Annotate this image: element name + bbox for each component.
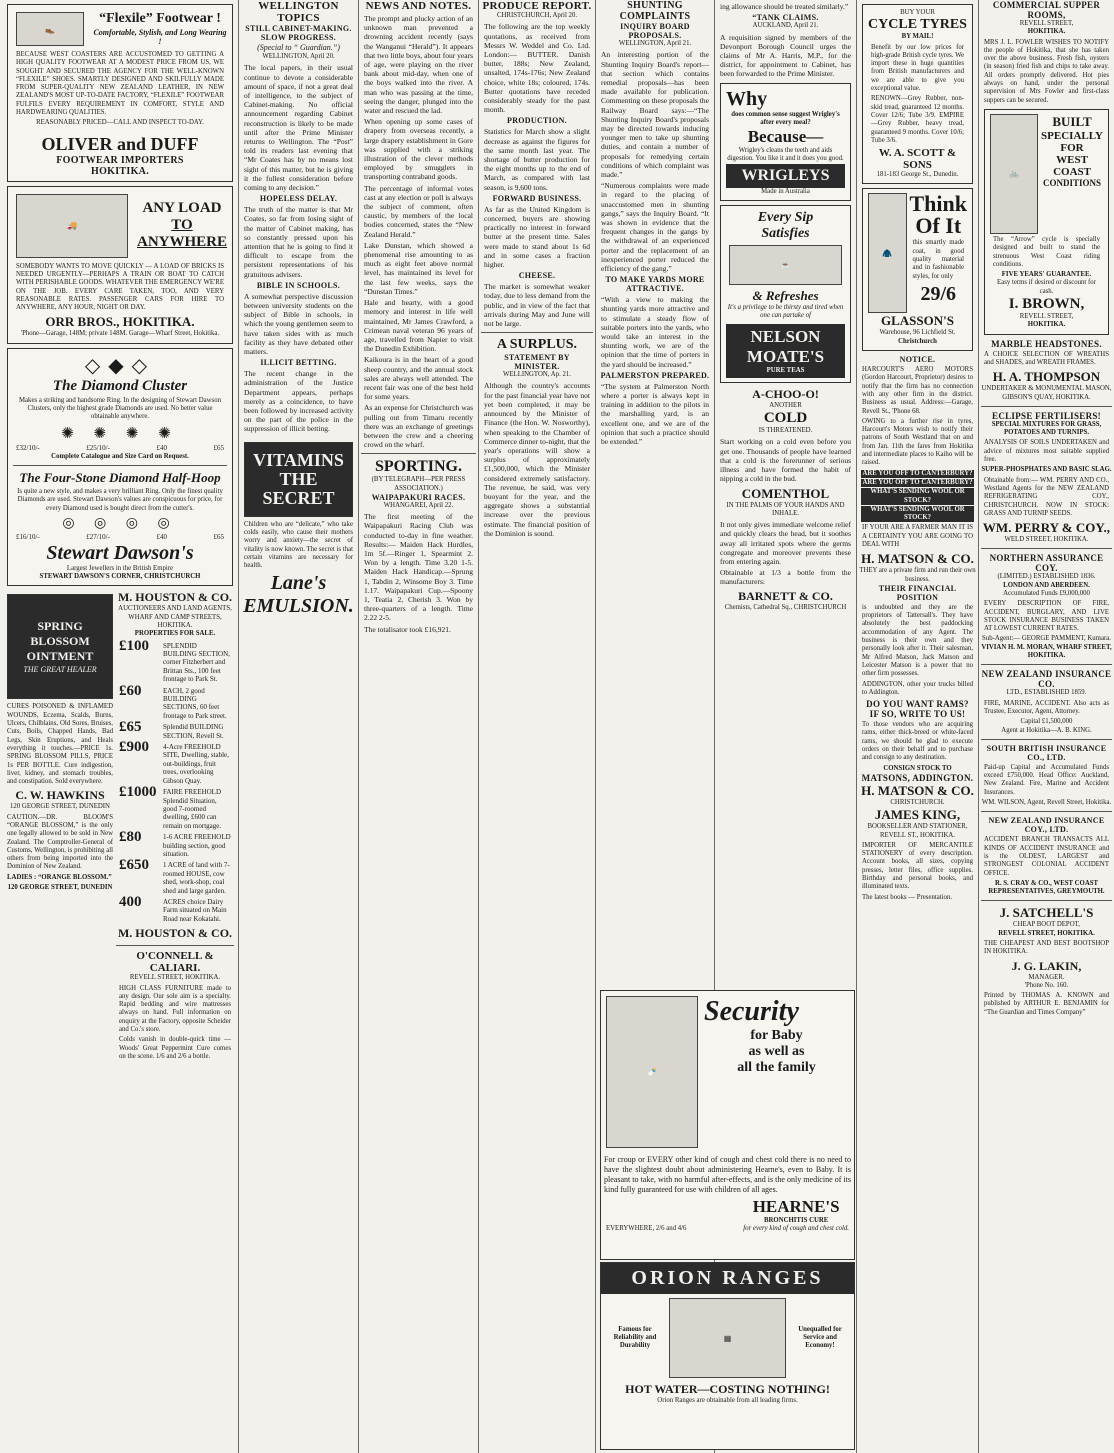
topics-body-3: A somewhat perspective discussion between university students on the subject of Bible in schools, in which the young gentlemen seem to have taken sides with as much facility as they have debated other matters. — [244, 291, 353, 356]
satchell-address: REVELL STREET, HOKITIKA. — [998, 929, 1095, 937]
shunting-body-2: “Numerous complaints were made in regard to the placing of unaccustomed men in shunting gangs,” says the Inquiry Board. “It was shown in evidence that the frequent changes in the gangs by the withdrawal of an experienced porter and the replacement of an inexperienced porter reduced the efficiency of the gang.” — [601, 181, 709, 273]
northern-body: EVERY DESCRIPTION OF FIRE, ACCIDENT, BURGLARY, AND LIVE STOCK INSURANCE BUSINESS TAKEN AT LOWEST CURRENT RATES. — [984, 600, 1109, 633]
oconnell-body: HIGH CLASS FURNITURE made to any design. Our sole aim is a specialty. Rapid bedding and wire mattresses always on hand. Full information on enquiry at the Factory, opposite Scheider and Co.'s store. — [119, 984, 231, 1033]
northern-title: NORTHERN ASSURANCE COY. — [989, 553, 1104, 574]
nelson-brand-1: NELSON — [750, 326, 821, 346]
flexile-title: “Flexile” Footwear ! — [99, 11, 221, 26]
british-body: Paid-up Capital and Accumulated Funds exceed £750,000. Head Office: Auckland, New Zealand. Fire, Marine and Accident Insurances. — [984, 763, 1109, 796]
brown-address: REVELL STREET, — [1019, 313, 1074, 321]
perry-address: WELD STREET, HOKITIKA. — [1004, 536, 1089, 544]
eclipse-sub: SPECIAL MIXTURES FOR GRASS, POTATOES AND TURNIPS. — [991, 420, 1102, 437]
coat-illustration: 🧥 — [868, 193, 907, 313]
tank-dateline: AUCKLAND, April 21. — [752, 22, 819, 30]
achoo-sub: ANOTHER — [769, 401, 802, 409]
canterbury-1: ARE YOU OFF TO CANTERBURY? — [862, 469, 973, 477]
hearnes-foot: for every kind of cough and chest cold. — [743, 1225, 849, 1233]
financial-body: is undoubted and they are the proprietors of Tattersall's. They have absolutely the best paddocking accommodation of any Agent. The business is their own and they personally look after it. Their salesman, Mr Alfred Matson, Jack Matson and Leicester Matson is a power that no other firm possesses. — [862, 603, 973, 678]
sporting-sub: (BY TELEGRAPH—PER PRESS ASSOCIATION.) — [371, 476, 466, 492]
spring-blossom-title: SPRING BLOSSOM OINTMENT — [26, 618, 94, 663]
nelson-head-1: Every Sip — [757, 210, 814, 225]
comenthol-sub: IN THE PALMS OF YOUR HANDS AND INHALE. — [726, 501, 845, 517]
sporting-body: The first meeting of the Waipapakuri Racing Club was conducted to-day in fine weather. Results:— Maiden Hack Hurdles, 1m 5f.—Ringer 1, Spearmint 2. Won by a length. Time 3.20 1-5. Maiden Hack Handicap.—Sprung 1, Tabdin 2, Winsome Boy 3. Time 1.17. Waipapakuri Cup.—Spoony 1, Teatia 2, Cherish 3. Won by three-quarters of a length. Time 2.22 2-5. — [364, 512, 473, 623]
load-title-1: ANY LOAD — [142, 200, 222, 217]
king-footer: The latest books — Presentation. — [862, 893, 953, 901]
notice-body: HARCOURT'S AERO MOTORS (Gordon Harcourt, Proprietor) desires to notify that the firm has no connection with any other firm in the district. Business as usual. Address:—Garage, Revell St., 'Phone 68. — [862, 366, 973, 415]
security-sub-3: all the family — [737, 1060, 816, 1075]
range-stove-illustration: ▦ — [669, 1298, 786, 1378]
surplus-dateline: WELLINGTON, Ap. 21. — [502, 371, 572, 379]
orion-caption: Orion Ranges are obtainable from all leading firms. — [657, 1397, 798, 1404]
notice-title: NOTICE. — [899, 355, 936, 365]
built-sub-3: WEST — [1056, 153, 1088, 166]
lanes-emulsion: Lane's EMULSION. — [243, 572, 354, 618]
diamond-prices: £32/10/- £25/10/- £40 £65 — [16, 443, 224, 452]
write-title: IF SO, WRITE TO US! — [869, 709, 966, 720]
king-body: IMPORTER OF MERCANTILE STATIONERY of every description. Account books, all sizes, copying presses, letter files, office supplies. Birthday and personal books, and illuminated texts. — [862, 841, 973, 891]
fowler-body: MRS J. L. FOWLER WISHES TO NOTIFY the people of Hokitika, that she has taken over the above business. Fresh fish, oysters (in season) fried fish and chips to take away. All orders promptly delivered. Hot pies always on hand, under the personal supervision of Mrs Fowler and first-class suppers can be secured. — [984, 38, 1109, 104]
property-listing: £80 1-6 ACRE FREEHOLD building section, good situation. — [119, 829, 231, 858]
glasson-address: Warehouse, 96 Lichfield St. — [879, 329, 956, 337]
column-wellington-topics — [241, 0, 356, 1453]
column-news-notes — [361, 0, 476, 1453]
printed-by: Printed by THOMAS A. KNOWN and published by ARTHUR E. BENJAMIN for “The Guardian and Times Company” — [984, 992, 1109, 1016]
arrow-cycle-ad — [984, 109, 1109, 335]
hearnes-bottle-illustration: 🍼 — [606, 996, 698, 1148]
northern-agent: Sub-Agent:— GEORGE PAMMENT, Kumara. — [982, 635, 1111, 643]
vitamins-body: Children who are “delicate,” who take colds easily, who cause their mothers worry and anxiety—the secret of vitality is now known. The secret is that certain vitamins are necessary for health. — [244, 520, 353, 570]
eclipse-body: ANALYSIS OF SOILS UNDERTAKEN and advice of mixtures most suitable supplied free. — [984, 439, 1109, 464]
shunting-title: SHUNTING COMPLAINTS — [619, 0, 691, 22]
cycle-buy: BUY YOUR — [900, 9, 935, 16]
column-far-right — [981, 0, 1112, 1453]
barnett-name: BARNETT & CO. — [738, 588, 833, 603]
northern-city: LONDON AND ABERDEEN. — [1003, 581, 1090, 589]
think-title: Think Of It — [909, 191, 967, 239]
nzins-title: NEW ZEALAND INSURANCE CO. — [981, 669, 1112, 690]
nelson-body: It's a privilege to be thirsty and tired when one can partake of — [727, 304, 844, 320]
news-body-3: The percentage of informal votes cast at any election or poll is always the subject of comment, often caustic, by members of the local bodies concerned, states the “New Zealand Herald.” — [364, 183, 473, 239]
matson-body: THEY are a private firm and run their own business. — [859, 567, 976, 583]
wool-1: WHAT'S SENDING WOOL OR STOCK? — [861, 488, 974, 505]
topics-dateline: WELLINGTON, April 20. — [262, 53, 335, 60]
nzins-sub: LTD., ESTABLISHED 1859. — [1006, 689, 1087, 697]
produce-dateline: CHRISTCHURCH, April 20. — [496, 12, 578, 19]
supper-title: COMMERCIAL SUPPER ROOMS, — [992, 0, 1101, 20]
produce-body-4: The market is somewhat weaker today, due to less demand from the public, and in view of the fact that arrivals during May and June will not be large. — [484, 282, 590, 328]
stewart-dawson-sub: Largest Jewellers in the British Empire — [66, 564, 174, 572]
produce-sub-2: FORWARD BUSINESS. — [492, 193, 582, 203]
wrigley-question: does common sense suggest Wrigley's after every meal? — [731, 110, 840, 126]
stewart-dawson-name: Stewart Dawson's — [46, 541, 194, 564]
hawkins-address: 120 GEORGE STREET, DUNEDIN — [10, 803, 110, 811]
houston-heading: PROPERTIES FOR SALE. — [134, 630, 216, 638]
hawkins-name: C. W. HAWKINS — [15, 788, 105, 803]
load-title-2: TO ANYWHERE — [136, 217, 227, 251]
addington-body: ADDINGTON, other your trucks billed to Addington. — [862, 680, 973, 696]
thompson-name: H. A. THOMPSON — [992, 369, 1101, 385]
hawkins-footer: 120 GEORGE STREET, DUNEDIN — [7, 884, 113, 892]
perry-name: WM. PERRY & COY., — [982, 520, 1111, 536]
allowance-text: ing allowance should be treated similarly.” — [720, 2, 849, 11]
nzins2-agent: R. S. CRAY & CO., WEST COAST REPRESENTATIVES, GREYMOUTH. — [988, 879, 1105, 896]
topics-sub5: ILLICIT BETTING. — [260, 358, 337, 368]
orion-title: ORION RANGES — [601, 1263, 854, 1294]
oliver-duff-trade: FOOTWEAR IMPORTERS — [56, 154, 184, 166]
brown-name: I. BROWN, — [1008, 296, 1085, 313]
property-listing: £1000 FAIRE FREEHOLD Splendid Situation, good 7-roomed dwelling, £600 can remain on mortgage. — [119, 784, 222, 830]
wrigley-because: Because— — [747, 127, 824, 147]
cyclist-illustration: 🚲 — [990, 114, 1038, 234]
eclipse-title: ECLIPSE FERTILISERS! — [992, 410, 1101, 421]
financial-title: THEIR FINANCIAL POSITION — [878, 583, 957, 602]
cycle-by-mail: BY MAIL! — [901, 33, 934, 41]
northern-funds: Accumulated Funds £9,000,000 — [1003, 589, 1090, 597]
flexile-body: BECAUSE WEST COASTERS ARE ACCUSTOMED TO GETTING A HIGH QUALITY FOOTWEAR AT A MODEST PRICE FROM US, WE SOUGHT AND SECURED THE AGENCY FOR THE WELL-KNOWN “FLEXILE” SHOES. SMARTLY DESIGNED AND SKILFULLY MADE FROM SUPER-QUALITY NEW ZEALAND LEATHER, IN NEW ZEALAND'S MOST UP-TO-DATE FACTORY, “FLEXILE” FOOTWEAR FULFILS EVERY REQUIREMENT IN COMFORT, STYLE AND HARDWEARING QUALITIES. — [16, 51, 224, 117]
yards-title: TO MAKE YARDS MORE ATTRACTIVE. — [605, 275, 705, 294]
tank-title: “TANK CLAIMS. — [752, 13, 819, 23]
comenthol-price: Obtainable at 1/3 a bottle from the manufacturers: — [720, 568, 851, 587]
column-right-ads — [859, 0, 976, 1453]
produce-body-1: The following are the top weekly quotations, as received from Messrs W. Weddel and Co. Ltd. London:— BUTTER. Danish butter, 188s; New Zealand, unsalted, 174s-176s; New Zealand choice, white 18s; coloured, 174s. Butter quotations have receded considerably steady for the past month. — [484, 22, 590, 115]
tank-body: A requisition signed by members of the Devonport Borough Council urges the claims of Mr A. Harris, M.P., for the district, for appointment to Cabinet, has been forwarded to the Prime Minister. — [720, 32, 851, 79]
owing-body: OWING to a further rise in tyres, Harcourt's Motors wish to notify their patrons of South Westland that on and from Jan. 11th the fares from Hokitika and intermediate places to Kaiho will be raised. — [862, 417, 973, 467]
consign-stock: CONSIGN STOCK TO — [883, 764, 952, 772]
shoe-illustration: 👞 — [16, 12, 84, 46]
half-hoop-prices: £16/10/- £27/10/- £40 £65 — [16, 532, 224, 541]
comenthol-title: COMENTHOL — [741, 485, 830, 501]
british-agent: WM. WILSON, Agent, Revell Street, Hokitika. — [981, 799, 1112, 807]
lakin-name: J. G. LAKIN, — [1011, 958, 1082, 973]
wrigley-brand: WRIGLEYS — [726, 164, 845, 188]
hearnes-ad — [600, 990, 855, 1260]
produce-sub-3: CHEESE. — [518, 271, 556, 281]
produce-body-3: As far as the United Kingdom is concerned, buyers are showing practically no interest in forward butter at the present time. Sales were made to stand about 1s 6d and in some cases a fraction higher. — [484, 204, 590, 269]
marble-body: A CHOICE SELECTION OF WREATHS and SHADES, and WREATH FRAMES. — [984, 350, 1109, 366]
topics-sub4: BIBLE IN SCHOOLS. — [256, 280, 341, 290]
orr-bros-ad — [7, 186, 233, 344]
nzins-body: FIRE, MARINE, ACCIDENT. Also acts as Trustee, Executor, Agent, Attorney. — [984, 699, 1109, 715]
property-listing: £65 Splendid BUILDING SECTION, Revell St. — [119, 719, 224, 740]
property-listing: £60 EACH, 2 good BUILDING SECTIONS, 60 feet frontage to Park street. — [119, 682, 227, 720]
catalogue-note: Complete Catalogue and Size Card on Request. — [51, 452, 189, 460]
nzins2-title: NEW ZEALAND INSURANCE COY., LTD. — [988, 816, 1105, 835]
property-listing: 400 ACRES choice Dairy Farm situated on Main Road near Kokatahi. — [119, 893, 227, 923]
achoo-title: A-CHOO-O! — [752, 386, 819, 401]
ladies-heading: LADIES : “ORANGE BLOSSOM.” — [7, 873, 112, 881]
half-hoop-title: The Four-Stone Diamond Half-Hoop — [19, 469, 221, 485]
built-sub-2: FOR — [1060, 141, 1084, 154]
surplus-sub: STATEMENT BY MINISTER. — [504, 353, 570, 372]
everywhere-price: EVERYWHERE, 2/6 and 4/6 — [606, 1225, 687, 1233]
oliver-duff-name: OLIVER and DUFF — [41, 133, 199, 154]
topics-sub1: STILL CABINET-MAKING. — [245, 24, 352, 33]
news-title: NEWS AND NOTES. — [365, 0, 472, 12]
brown-town: HOKITIKA. — [1027, 321, 1066, 329]
thompson-sub: UNDERTAKER & MONUMENTAL MASON, GIBSON'S QUAY, HOKITIKA. — [981, 385, 1112, 401]
comenthol-body: It not only gives immediate welcome relief and quickly clears the head, but it soothes away all irritated spots where the germs congregate and moreover prevents these from entering again. — [720, 520, 851, 566]
built-sub-1: SPECIALLY — [1041, 129, 1103, 142]
lakin-phone: 'Phone No. 160. — [1024, 981, 1069, 989]
supper-sub: REVELL STREET, — [1019, 20, 1074, 27]
glasson-name: GLASSON'S — [881, 313, 954, 329]
sporting-heading: WAIPAPAKURI RACES. — [371, 492, 466, 502]
wrigley-why: Why — [726, 87, 768, 110]
satchell-body: THE CHEAPEST AND BEST BOOTSHOP IN HOKITIKA. — [984, 940, 1109, 956]
load-body: SOMEBODY WANTS TO MOVE QUICKLY — A LOAD OF BRICKS IS NEEDED URGENTLY—PERHAPS A TRAIN OR BOAT TO CATCH WITH PERISHABLE GOODS. WHATEVER THE EMERGENCY WE'RE ON THE JOB. EVERY CARE TAKEN, TOO, AND VERY REASONABLE RATES. PASSENGER CARS FOR HIRE TO ANYWHERE, ANY HOUR, NIGHT OR DAY. — [16, 262, 224, 312]
think-body: this smartly made coat, in good quality material and in fashionable styles, for only — [912, 239, 964, 280]
cycle-title: CYCLE TYRES — [868, 17, 967, 33]
stewart-dawson-ad — [7, 348, 233, 587]
rams-title: DO YOU WANT RAMS? — [866, 699, 969, 710]
northern-sub: (LIMITED.) ESTABLISHED 1836. — [997, 573, 1096, 581]
built-sub-5: CONDITIONS — [1043, 177, 1102, 188]
houston-sub: AUCTIONEERS AND LAND AGENTS, WHARF AND CAMP STREETS, HOKITIKA. — [118, 605, 232, 630]
property-listing: £900 4-Acre FREEHOLD SITE, Dwelling, stable, out-buildings, fruit trees, overlooking Gibson Quay. — [119, 739, 229, 785]
think-price: 29/6 — [920, 282, 957, 305]
scott-name: W. A. SCOTT & SONS — [878, 147, 957, 172]
cycle-body: Benefit by our low prices for high-grade British cycle tyres. We import these in huge quantities from British manufacturers and we are able to give you exceptional value. — [871, 43, 964, 93]
spring-blossom-sub: THE GREAT HEALER — [23, 664, 97, 674]
matson-footer: H. MATSON & CO. — [861, 782, 974, 798]
canterbury-2: ARE YOU OFF TO CANTERBURY? — [862, 478, 973, 486]
nelson-teas: PURE TEAS — [766, 366, 805, 374]
produce-title: PRODUCE REPORT. — [482, 0, 592, 12]
news-body-1: The prompt and plucky action of an unknown man prevented a drowning accident recently (says the Wanganui “Herald”). It appears that two little boys, about four years of age, were playing on the river bank about mid-day, when one of the boys walked into the river. A man who was passing at the time, seeing the danger, plunged into the water and rescued the lad. — [364, 14, 473, 116]
property-listing: £650 1 ACRE of land with 7-roomed HOUSE, cow shed, work-shop, coal shed and large garden. — [119, 857, 230, 895]
security-title: Security — [704, 996, 799, 1027]
palmerston-title: PALMERSTON PREPARED. — [600, 370, 710, 380]
wool-2: WHAT'S SENDING WOOL OR STOCK? — [861, 506, 974, 523]
cycle-tyres-ad — [862, 4, 973, 184]
sporting-footer: The totalisator took £16,921. — [364, 624, 451, 634]
scott-address: 181-183 George St., Dunedin. — [876, 171, 959, 179]
orion-foot: HOT WATER—COSTING NOTHING! — [625, 1382, 830, 1396]
built-sub-4: COAST — [1053, 165, 1091, 178]
houston-footer: M. HOUSTON & CO. — [117, 926, 233, 941]
teacup-illustration: ☕ — [729, 245, 842, 285]
sporting-dateline: WHANGAREI, April 22. — [383, 501, 454, 509]
flexile-subtitle: Comfortable, Stylish, and Long Wearing ! — [93, 28, 227, 46]
houston-name: M. HOUSTON & CO. — [117, 590, 233, 605]
satchell-name: J. SATCHELL'S — [999, 905, 1094, 921]
column-houston — [116, 590, 234, 1063]
topics-body-2: The truth of the matter is that Mr Coates, so far from losing sight of the matter of Cabinet making, has so constantly pressed upon his attention that he is going to find it difficult to escape from the persistent representations of his gratuitous advisers. — [244, 205, 353, 279]
column-produce — [481, 0, 593, 1453]
nzins-agent: Agent at Hokitika—A. B. KING. — [1001, 726, 1092, 734]
produce-sub-1: PRODUCTION. — [507, 116, 567, 126]
wrigley-made: Made in Australia — [761, 187, 810, 195]
news-body-4: Lake Dunstan, which showed a phenomenal rise amounting to as much as eight feet above normal level, has maintained its level for the last few weeks, says the “Dunstan Times.” — [364, 240, 473, 296]
vitamins-ad — [244, 442, 353, 517]
built-title: BUILT — [1052, 113, 1092, 129]
truck-illustration: 🚚 — [16, 194, 128, 258]
satchell-sub: CHEAP BOOT DEPOT, — [1013, 921, 1080, 929]
perry-body: Obtainable from:— WM. PERRY AND CO., Westland Agents for the NEW ZEALAND REFRIGERATING COY., CHRISTCHURCH. NOW IN STOCK: GRASS AND TURNIP SEEDS. — [984, 476, 1109, 517]
security-sub-2: as well as — [748, 1044, 805, 1059]
flexile-ad — [7, 4, 233, 182]
spring-blossom-body: CURES POISONED & INFLAMED WOUNDS, Eczema, Scalds, Burns, Ulcers, Chilblains, Old Sores, Bruises, Cuts, Boils, Chapped Hands, Bad Legs, Skin Eruptions, and Heals everything it touches.—PRICE 1s. SPRING BLOSSOM PILLS, PRICE 1s PER BOTTLE. Cure indigestion, liver, kidney, and stomach troubles, and constipation. Sold everywhere. — [7, 703, 113, 786]
matson-name: H. MATSON & CO. — [861, 551, 974, 567]
diamond-cluster-title: The Diamond Cluster — [52, 377, 188, 394]
topics-title: WELLINGTON TOPICS — [258, 0, 339, 24]
consign-to: MATSONS, ADDINGTON. — [861, 772, 974, 783]
cold-title: COLD — [763, 410, 808, 427]
northern-chief: VIVIAN H. M. MORAN, WHARF STREET, HOKITIKA. — [981, 643, 1112, 660]
glasson-town: Christchurch — [898, 337, 937, 345]
half-hoop-rings-icon: ◎ ◎ ◎ ◎ — [62, 515, 178, 531]
hearnes-sub: BRONCHITIS CURE — [763, 1217, 829, 1224]
orr-bros-phone: 'Phone—Garage, 148M; private 148M. Garage—Wharf Street, Hokitika. — [20, 330, 220, 338]
surplus-body: Although the country's accounts for the past financial year have not yet been completed, it may be announced by the Minister of Finance (the Hon. W. Nosworthy), when speaking to the Chamber of Commerce dinner to-night, that the year's operations will show a surplus of approximately £1,500,000, which the Minister considered extremely satisfactory. The revenue, he said, was very buoyant for the year, and the aggregate shows a substantial increase over the previous estimate. The financial position of the Dominion is sound. — [484, 381, 590, 538]
king-name: JAMES KING, — [874, 807, 961, 823]
security-body: For croup or EVERY other kind of cough and chest cold there is no need to have the slightest doubt about administering Hearne's, even to Baby. It is pleasant to take, with no harmful after-effects, and is the only medicine of its kind fully guaranteed for use with children of all ages. — [604, 1155, 851, 1194]
nelson-head-2: Satisfies — [761, 226, 810, 241]
superphosphates: SUPER-PHOSPHATES AND BASIC SLAG. — [981, 466, 1112, 474]
lakin-sub: MANAGER. — [1028, 973, 1065, 981]
half-hoop-body: Is quite a new style, and makes a very brilliant Ring. Only the finest quality Diamonds are used. Stewart Dawson's values are conspicuous for price, for every Diamond used is bought direct from the cutter's. — [17, 487, 223, 512]
orion-ranges-ad — [600, 1262, 855, 1450]
cold-sub: IS THREATENED. — [758, 427, 813, 435]
nelson-moate-ad — [720, 205, 851, 383]
shunting-body-1: An interesting portion of the Shunting Inquiry Board's report—that section which contains remedial proposals—has been made available for publication. Commenting on these proposals the Railway Board says:—“The Shunting Inquiry Board's proposals may be directed towards inducing younger men to take up shunting duties, and contain a number of proposals for remedying certain conditions of which complaint was made.” — [601, 50, 709, 179]
nelson-refresh: & Refreshes — [752, 288, 819, 303]
topics-sub3: HOPELESS DELAY. — [259, 194, 338, 204]
write-body: To those vendors who are acquiring rams, either thick-breed or white-faced rams, we should be glad to execute orders on their behalf and to purchase and consign to any destination. — [862, 721, 973, 762]
diamond-cluster-body: Makes a striking and handsome Ring. In the designing of Stewart Dawson Clusters, only the highest grade Diamonds are used. No better value obtainable anywhere. — [19, 396, 221, 421]
matson-city: CHRISTCHURCH. — [890, 798, 945, 806]
supper-town: HOKITIKA. — [1027, 28, 1066, 36]
matson-intro: IF YOUR ARE A FARMER MAN IT IS A CERTAINTY YOU ARE GOING TO DEAL WITH — [862, 524, 973, 548]
hearnes-brand: HEARNE'S — [752, 1197, 840, 1216]
orion-right: Unequalled for Service and Economy! — [798, 1325, 842, 1350]
nzins2-body: ACCIDENT BRANCH TRANSACTS ALL KINDS OF ACCIDENT INSURANCE and is the OLDEST, LARGEST and STRONGEST COLONIAL ACCIDENT OFFICE. — [984, 836, 1109, 877]
renown-body: RENOWN—Grey Rubber, non-skid tread, guaranteed 12 months. Cover 12/6; Tube 3/9. EMPIRE—Grey Rubber, heavy tread, guaranteed 9 months. Cover 10/6; Tube 3/6. — [871, 95, 964, 144]
palmerston-body: “The system at Palmerston North where a porter is always kept in training in addition to the pilots in the marshalling yard, is an excellent one, and we are of the opinion that such a practice should be extended.” — [601, 381, 709, 447]
flexile-price: REASONABLY PRICED—CALL AND INSPECT TO-DAY. — [36, 119, 204, 127]
cold-body: Start working on a cold even before you get one. Thousands of people have learned that a cold is the forerunner of serious illness and have formed the habit of nipping a cold in the bud. — [720, 437, 851, 484]
topics-body-1: The local papers, in their usual continue to devote a considerable amount of space, if not a great deal of intelligence, to the subject of Cabinet-making. No official announcement regarding Cabinet reconstruction is likely to be made until after the Prime Minister returns to Wellington. The “Post” told its readers last evening that “Mr Coates has by no means lost sight of this matter, but he is giving it the fullest consideration before coming to any decision.” — [244, 63, 353, 192]
stewart-dawson-address: STEWART DAWSON'S CORNER, CHRISTCHURCH — [39, 573, 201, 581]
arrow-body: The “Arrow” cycle is specially designed and built to stand the strenuous West Coast riding conditions. — [993, 235, 1100, 268]
shunting-dateline: WELLINGTON, April 21. — [618, 40, 692, 47]
property-listing: £100 SPLENDID BUILDING SECTION, corner Fitzherbert and Brittan Sts., 100 feet frontage to Park St. — [119, 637, 230, 684]
news-body-5: Hale and hearty, with a good memory and interest in life well maintained, Mr James Crawford, a Crimean naval veteran 96 years of age, travelled from Napier to visit the Dunedin Exhibition. — [364, 298, 473, 354]
oconnell-sub: REVELL STREET, HOKITIKA. — [129, 974, 221, 982]
security-sub-1: for Baby — [750, 1028, 803, 1043]
column-ads-left — [4, 0, 236, 1453]
diamond-ring-icon: ◇◆◇ — [84, 354, 156, 377]
yards-body: “With a view to making the shunting yards more attractive and to stimulate a steady flow of suitable porters into the yards, who would take an interest in the shunting work, we are of the opinion that the time of porters in the yard should be increased.” — [601, 295, 709, 369]
british-title: SOUTH BRITISH INSURANCE CO., LTD. — [986, 743, 1107, 762]
oliver-duff-town: HOKITIKA. — [91, 165, 149, 177]
produce-body-2: Statistics for March show a slight decrease as against the figures for the same month last year. The shortage of butter production for the eight months up to the end of March, as compared with last season, is 9,600 tons. — [484, 127, 590, 192]
hawkins-body: CAUTION.—DR. BLOOM'S “ORANGE BLOSSOM,” is the only one legally allowed to be sold in New Zealand. The Comptroller-General of Customs, Wellington, is prohibiting all others from being imported into the Dominion of New Zealand. — [7, 813, 113, 871]
orr-bros-name: ORR BROS., HOKITIKA. — [45, 314, 195, 330]
oconnell-name: O'CONNELL & CALIARI. — [136, 950, 214, 975]
guarantee: FIVE YEARS' GUARANTEE. — [1001, 271, 1092, 279]
king-address: REVELL ST., HOKITIKA. — [880, 831, 955, 839]
easy-terms: Easy terms if desired or discount for cash. — [997, 279, 1096, 295]
nelson-brand-2: MOATE'S — [746, 346, 825, 366]
cluster-rings-icon: ✺ ✺ ✺ ✺ — [61, 425, 179, 442]
topics-body-4: The recent change in the administration of the Justice Department appears, perhaps merely as a coincidence, to have been followed by increased activity on the part of the police in the suppression of illicit betting. — [244, 369, 353, 434]
marble-title: MARBLE HEADSTONES. — [991, 338, 1102, 349]
shunting-sub: INQUIRY BOARD PROPOSALS. — [620, 22, 690, 40]
wrigley-body: Wrigley's cleans the teeth and aids digestion. You like it and it does you good. — [727, 147, 844, 163]
wrigleys-ad — [720, 83, 851, 201]
king-sub: BOOKSELLER AND STATIONER, — [867, 823, 968, 831]
topics-sub2: SLOW PROGRESS. — [260, 33, 337, 42]
vitamins-title: VITAMINS THE SECRET — [253, 449, 344, 508]
news-body-2: When opening up some cases of drapery from overseas recently, a large drapery establishment in Gore was supplied with a striking illustration of the clever methods employed by smugglers in transporting contraband goods. — [364, 117, 473, 182]
barnett-sub: Chemists, Cathedral Sq., CHRISTCHURCH — [724, 603, 847, 611]
topics-special: (Special to “ Guardian.”) — [257, 43, 340, 52]
nzins-capital: Capital £1,500,000 — [1020, 718, 1073, 726]
news-body-7: As an expense for Christchurch was pulling out from Timaru recently there was an exchange of greetings between the crew and a cheering crowd on the wharf. — [364, 403, 473, 450]
surplus-title: A SURPLUS. — [496, 337, 578, 353]
news-body-6: Kaikoura is in the heart of a good sheep country, and the annual stock sales are always well attended. The recent fair was one of the best held for some years. — [364, 355, 473, 402]
colds-body: Colds vanish in double-quick time —Woods' Great Peppermint Cure comes on the scene. 1/6 and 2/6 a bottle. — [119, 1036, 231, 1060]
orion-left: Famous for Reliability and Durability — [613, 1325, 657, 1350]
glassons-ad — [862, 188, 973, 351]
spring-blossom-ad — [7, 594, 113, 699]
sporting-title: SPORTING. — [374, 458, 462, 476]
